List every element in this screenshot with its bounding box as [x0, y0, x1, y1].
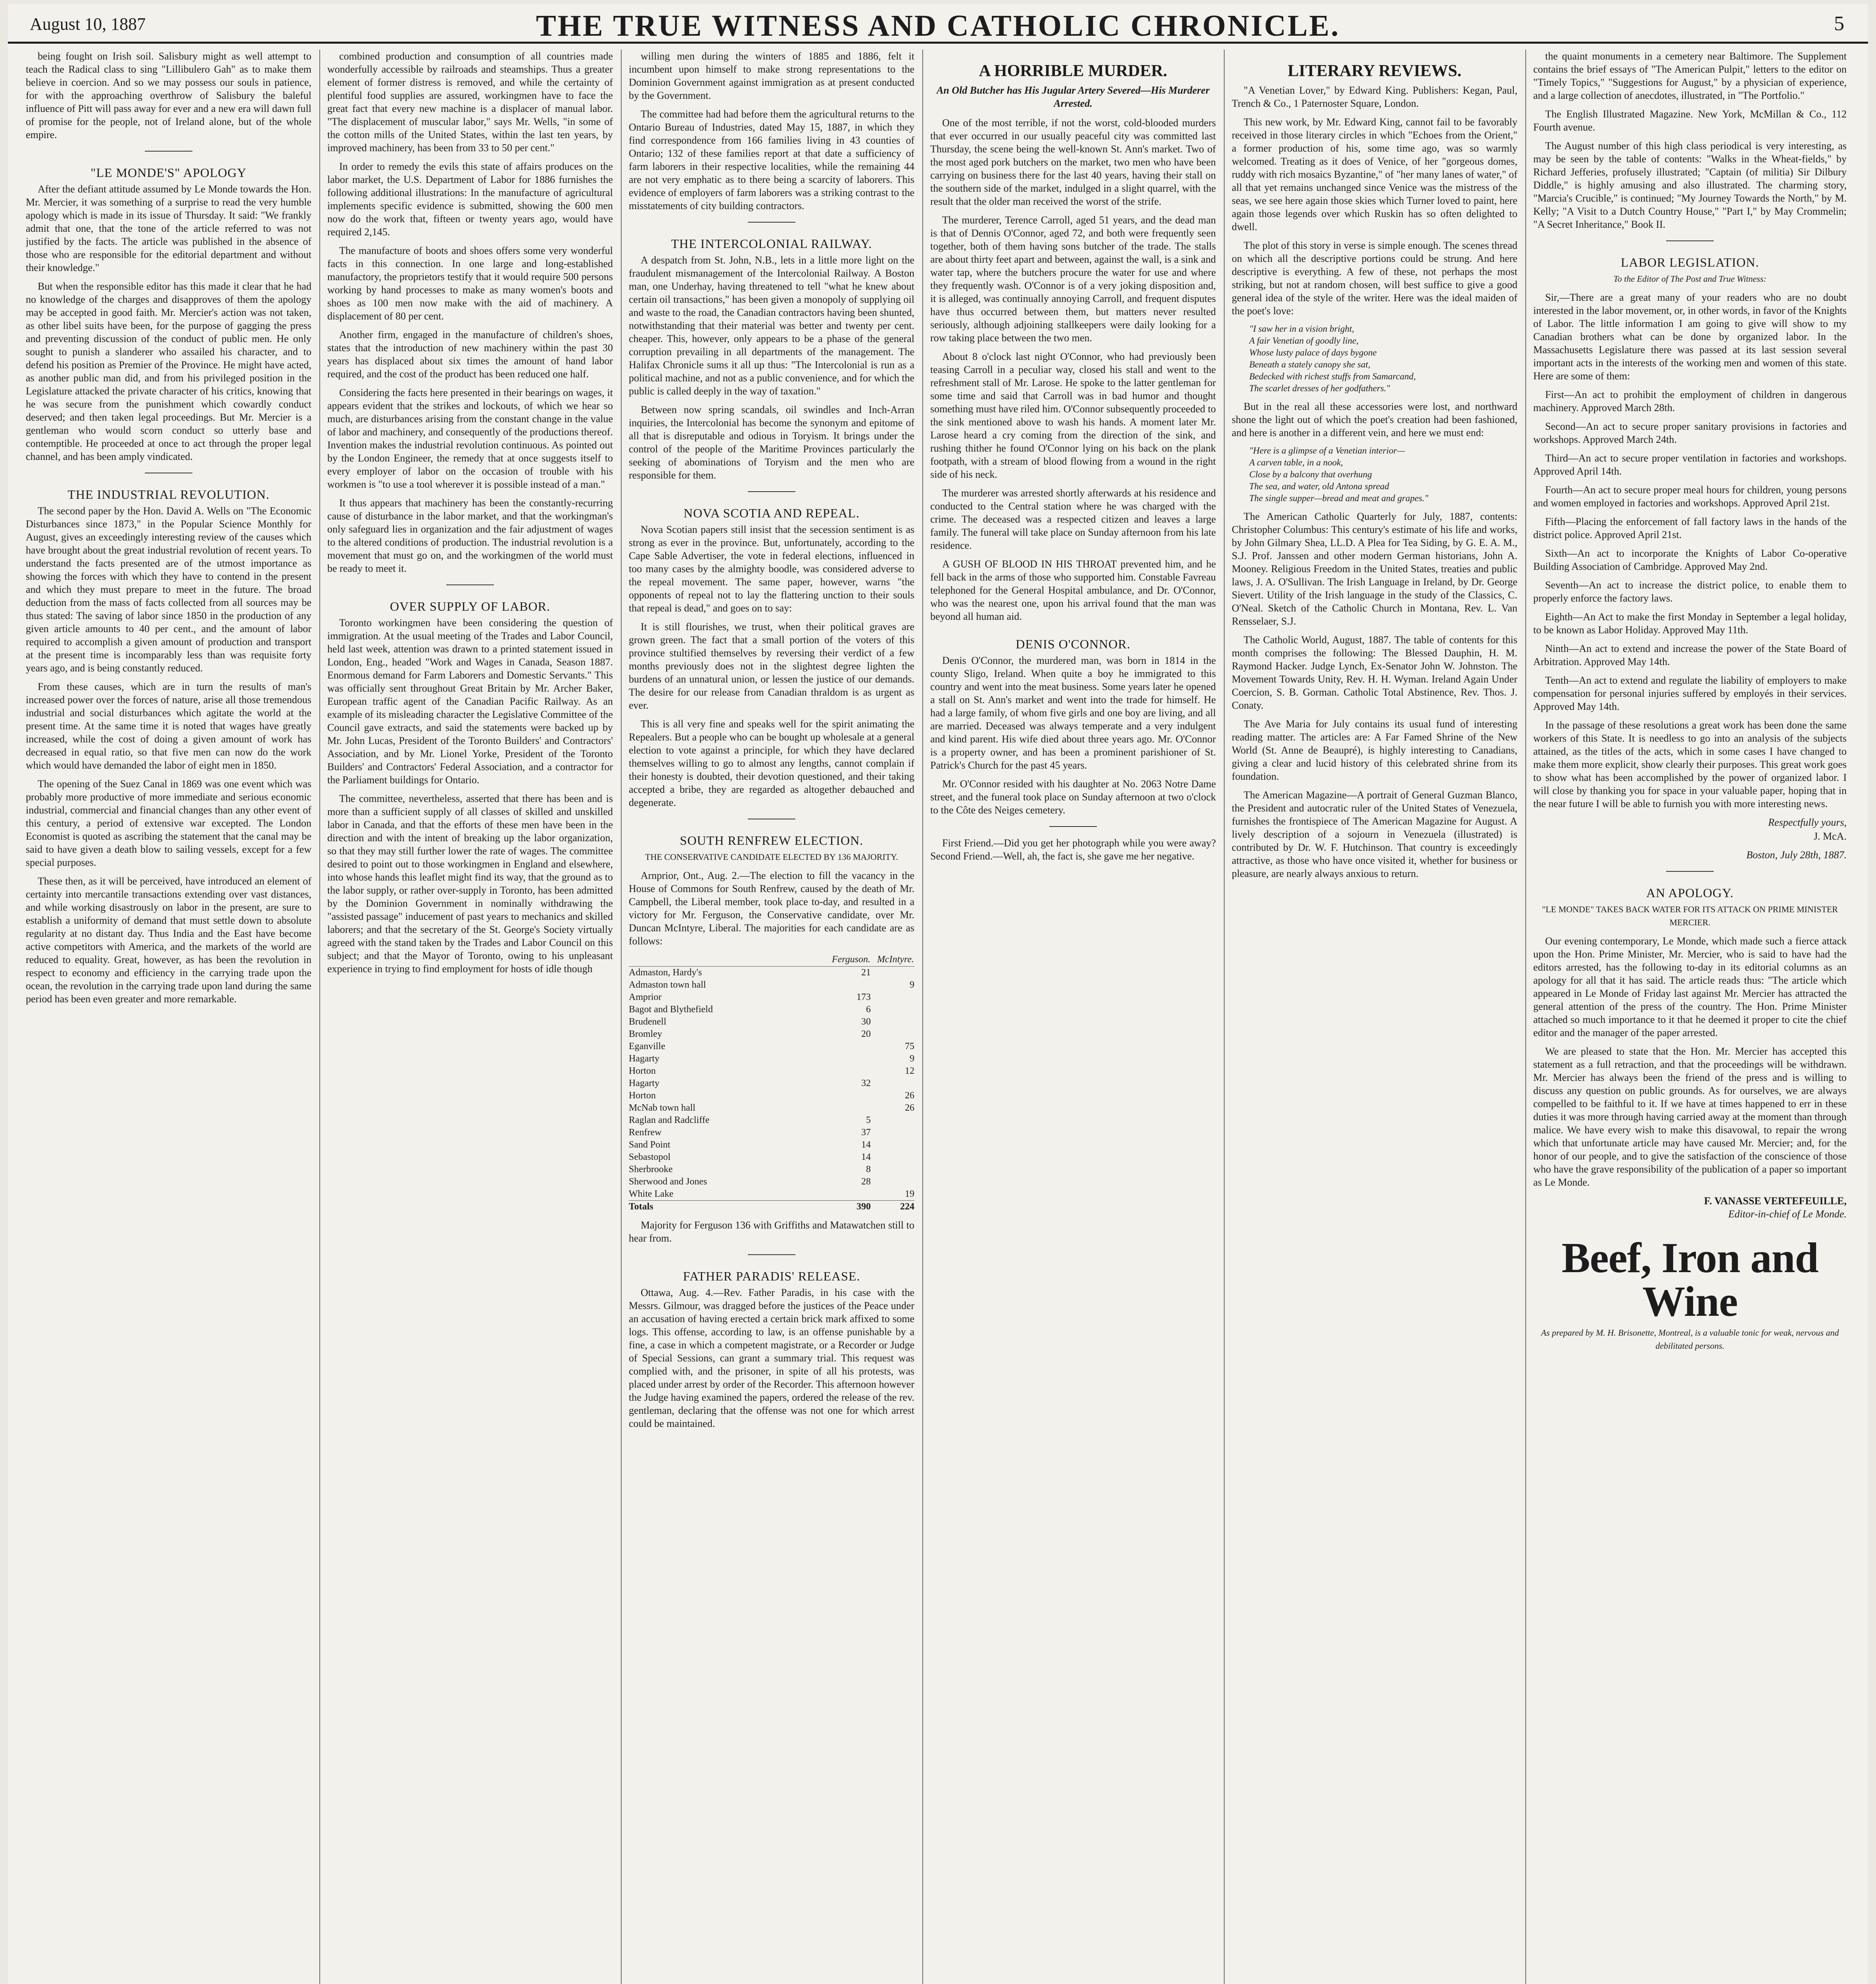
page-number: 5 — [1834, 12, 1844, 35]
poll-place: Admaston town hall — [629, 980, 706, 990]
poll-row — [629, 1065, 914, 1077]
apology-subheadline: "LE MONDE" TAKES BACK WATER FOR ITS ATTACK ON PRIME MINISTER MERCIER. — [1542, 904, 1838, 927]
verse-line: Bedecked with richest stuffs from Samarcand, — [1249, 371, 1416, 381]
newspaper-title: THE TRUE WITNESS AND CATHOLIC CHRONICLE. — [536, 9, 1340, 42]
revolution-paragraph: These then, as it will be perceived, have introduced an element of certainty into mercantile transactions extending over vast distances, and while working disastrously on labor in the present, are sure to establish a uniformity of demand that must settle down to absolute regularity at no distant day. Thus India and the East have become active competitors with America, and the markets of the world are reduced to equality. Great, however, as has been the revolution in respect to economy and efficiency in the carrying trade upon the ocean, the revolution in the carrying trade upon land during the same period has been even greater and more remarkable. — [26, 875, 311, 1005]
poll-mcintyre: 26 — [905, 1103, 914, 1113]
verse-line: Close by a balcony that overhung — [1249, 469, 1372, 479]
poll-ferguson — [827, 979, 871, 991]
poll-place: Renfrew — [629, 1127, 662, 1138]
poll-mcintyre — [871, 1077, 914, 1090]
review-paragraph: The English Illustrated Magazine. New York, McMillan & Co., 112 Fourth avenue. — [1533, 108, 1847, 133]
apology-headline: AN APOLOGY. — [1646, 886, 1734, 900]
apology-affiliation: Editor-in-chief of Le Monde. — [1728, 1208, 1847, 1220]
labor-act: Sixth—An act to incorporate the Knights of Labor Co-operative Building Association of Cambridge. Approved May 2nd. — [1533, 548, 1847, 572]
poll-row — [629, 1053, 914, 1065]
poll-total-row — [629, 1201, 914, 1213]
obituary-headline: DENIS O'CONNOR. — [1016, 637, 1131, 651]
apology-paragraph: Our evening contemporary, Le Monde, which made such a fierce attack upon the Hon. Prime Minister, Mr. Mercier, who is said to have had the editors arrested, has the following to-day in its editorial columns as an apology for all that it has said. The article reads thus: "The article which appeared in Le Monde of Friday last against Mr. Mercier has attracted the general attention of the press of the country. The Hon. Prime Minister attached so much importance to it that he deemed it proper to cite the chief editor and the manager of the paper arrested. — [1533, 935, 1847, 1038]
divider — [1666, 240, 1714, 241]
poll-mcintyre: 9 — [910, 980, 914, 990]
poll-ferguson: 5 — [866, 1115, 871, 1125]
review-paragraph: The American Magazine—A portrait of General Guzman Blanco, the President and autocratic ruler of the United States of Venezuela, furnishes the frontispiece of The American Magazine for August. A lively description of a sojourn in Venezuela (illustrated) is contributed by Dr. W. F. Hutchinson. That country is exceedingly attractive, as those who have once visited it, whether for business or pleasure, are nearly always anxious to return. — [1232, 789, 1517, 879]
apology-signature: F. VANASSE VERTEFEUILLE, — [1704, 1195, 1847, 1207]
poll-mcintyre — [871, 991, 914, 1004]
labor-act: First—An act to prohibit the employment of children in dangerous machinery. Approved March 28th. — [1533, 389, 1847, 413]
review-paragraph: "A Venetian Lover," by Edward King. Publishers: Kegan, Paul, Trench & Co., 1 Paternoster Square, London. — [1232, 85, 1517, 109]
poll-ferguson: 173 — [856, 992, 871, 1002]
column-2 — [327, 50, 613, 1984]
review-paragraph: The American Catholic Quarterly for July, 1887, contents: Christopher Columbus: This century's estimate of his life and works, by John Gilmary Shea, LL.D. A Plea for Tea Siding, by G. E. A. M., S.J. Prof. Janssen and other modern German historians, John A. Mooney. Religious Freedom in the United States, treaties and public laws, J. A. O'Sullivan. The Irish Language in Ireland, by Dr. George Sievert. Utility of the Irish language in the study of the Classics, C. O'Neal. Sketch of the Catholic Church in Montana, Rev. L. Van Rensselaer, S.J. — [1232, 511, 1517, 627]
poll-place: Horton — [629, 1090, 656, 1101]
apology-paragraph: But when the responsible editor has this made it clear that he had no knowledge of the charges and disapproves of them the apology may be accepted in good faith. Mr. Mercier's action was not taken, as other libel suits have been, for the purpose of gagging the press and preventing discussion of the conduct of public men. He only sought to punish a slanderer who assailed his character, and to defend his position as Premier of the Province. He might have acted, as another public man did, and from his privileged position in the Legislature attacked the private character of his critics, knowing that he was secure from the punishment which cowardly conduct deserved; and then taken legal proceedings. But Mr. Mercier is a gentleman who would scorn conduct so utterly base and contemptible. He proceeded at once to act through the proper legal channel, and has been amply vindicated. — [26, 281, 311, 462]
poll-ferguson — [827, 1065, 871, 1077]
poll-total-ferguson: 390 — [827, 1201, 871, 1213]
repeal-paragraph: This is all very fine and speaks well for the spirit animating the Repealers. But a people who can be bought up wholesale at a general election to vote against a principle, for which they have declared themselves willing to go to almost any lengths, cannot complain if their honesty is doubted, their devotion questioned, and their taking accepted a bribe, they are regarded as altogether debauched and degenerate. — [629, 718, 914, 808]
verse-line: The sea, and water, old Antona spread — [1249, 481, 1389, 491]
issue-date: August 10, 1887 — [30, 14, 146, 34]
poll-mcintyre — [871, 1151, 914, 1163]
poll-row — [629, 1114, 914, 1127]
supply-paragraph: The committee had had before them the agricultural returns to the Ontario Bureau of Industries, dated May 15, 1887, in which they find correspondence from 166 families living in 43 counties of Ontario; 132 of these families report at that date a sufficiency of farm laborers in their respective localities, while the remaining 44 are not very emphatic as to there being a scarcity of laborers. This evidence of employers of farm laborers was a striking contrast to the misstatements of city building contractors. — [629, 108, 914, 211]
divider — [446, 584, 494, 585]
poll-mcintyre: 75 — [905, 1041, 914, 1052]
apology-paragraph: We are pleased to state that the Hon. Mr. Mercier has accepted this statement as a full retraction, and that the proceedings will be withdrawn. Mr. Mercier has always been the friend of the press and is willing to discuss any question on public grounds. As for ourselves, we are always compelled to be faithful to it. If we have at times happened to err in these duties it was more through having carried away at the moment than through malice. We have every wish to make this disavowal, to repair the wrong which that unfortunate article may have caused Mr. Mercier; and, for the honor of our people, and to give the satisfaction of the conscience of those who have the grave responsibility of the publication of a paper so important as Le Monde. — [1533, 1046, 1847, 1188]
masthead — [8, 4, 1868, 44]
poll-row — [629, 1163, 914, 1176]
paradis-headline: FATHER PARADIS' RELEASE. — [683, 1269, 860, 1283]
labor-act: Tenth—An act to extend and regulate the liability of employers to make compensation for personal injuries suffered by employés in their services. Approved May 14th. — [1533, 675, 1847, 712]
poll-place: White Lake — [629, 1189, 674, 1199]
poll-header — [629, 953, 827, 967]
labor-headline: LABOR LEGISLATION. — [1621, 255, 1759, 269]
renfrew-paragraph: Arnprior, Ont., Aug. 2.—The election to fill the vacancy in the House of Commons for South Renfrew, caused by the death of Mr. Campbell, the Liberal member, took place to-day, and resulted in a victory for Mr. Ferguson, the Conservative candidate, over Mr. Duncan McIntyre, Liberal. The majorities for each candidate are as follows: — [629, 870, 914, 947]
review-paragraph: The August number of this high class periodical is very interesting, as may be seen by the table of contents: "Walks in the Wheat-fields," by Richard Jefferies, profusely illustrated; "Captain (of militia) Sir Dilbury Diddle," is highly amusing and also illustrated. The charming story, "Marcia's Crucible," is continued; "My Journey Towards the North," by M. Kelly; "A Visit to a Dutch Country House," "Part I," by May Crommelin; "A Secret Inheritance," Book II. — [1533, 140, 1847, 230]
column-rule — [1224, 50, 1225, 1984]
poll-row — [629, 1139, 914, 1151]
renfrew-paragraph: Majority for Ferguson 136 with Griffiths and Matawatchen still to hear from. — [629, 1219, 914, 1244]
poll-place: Horton — [629, 1066, 656, 1076]
supply-headline: OVER SUPPLY OF LABOR. — [390, 599, 551, 613]
column-1 — [26, 50, 311, 1984]
review-paragraph: The Catholic World, August, 1887. The table of contents for this month comprises the following: The Blessed Dauphin, H. M. Raymond Hacker. Judge Lynch, Ex-Senator John W. Johnston. The Movement Towards Unity, Rev. H. H. Wyman. Ireland Again Under Coercion, S. B. Gorman. Catholic Total Abstinence, Rev. Thos. J. Conaty. — [1232, 634, 1517, 711]
poll-row — [629, 1040, 914, 1053]
murder-paragraph: A GUSH OF BLOOD IN HIS THROAT prevented him, and he fell back in the arms of those who supported him. Constable Favreau telephoned for the General Hospital ambulance, and Dr. O'Connor, who was the nearest one, upon his arrival found that the man was beyond all human aid. — [930, 558, 1216, 622]
verse-line: A fair Venetian of goodly line, — [1249, 336, 1359, 346]
poll-ferguson — [827, 1090, 871, 1102]
poll-place: Hagarty — [629, 1078, 660, 1088]
poll-mcintyre — [871, 1028, 914, 1040]
repeal-paragraph: Nova Scotian papers still insist that the secession sentiment is as strong as ever in the province. But, unfortunately, according to the Cape Sable Advertiser, the vote in federal elections, influenced in too many cases by the almighty boodle, was considered adverse to the repeal movement. The same paper, however, warns "the opponents of repeal not to lay the flattering unction to their souls that repeal is dead," and goes on to say: — [629, 524, 914, 614]
poll-ferguson: 14 — [861, 1140, 871, 1150]
poll-place: Bagot and Blythefield — [629, 1004, 713, 1015]
renfrew-headline: SOUTH RENFREW ELECTION. — [680, 833, 864, 848]
labor-act: Eighth—An Act to make the first Monday in September a legal holiday, to be known as Labor Holiday. Approved May 11th. — [1533, 611, 1847, 636]
revolution-paragraph: The opening of the Suez Canal in 1869 was one event which was probably more productive of more immediate and serious economic industrial, commercial and financial changes than any other event of this century, a period of extensive war excepted. The London Economist is quoted as ascribing the statement that the canal may be said to have given a death blow to sailing vessels, except for a few special purposes. — [26, 778, 311, 868]
poll-row — [629, 1188, 914, 1201]
divider — [145, 151, 192, 152]
poll-mcintyre: 26 — [905, 1090, 914, 1101]
poll-results-table — [629, 953, 914, 1213]
divider — [748, 222, 795, 223]
supply-paragraph: Toronto workingmen have been considering the question of immigration. At the usual meeting of the Trades and Labor Council, held last week, attention was drawn to a printed statement issued in London, Eng., headed "Work and Wages in Canada, Season 1887. Enormous demand for Farm Laborers and Domestic Servants." This was officially sent throughout Great Britain by Mr. Archer Baker, European traffic agent of the Canadian Pacific Railway. As an example of its misleading character the Legislative Committee of the Council gave extracts, and said the statements were backed up by Mr. John Lucas, President of the Toronto Builders' and Contractors' Association, and by Mr. Lionel Yorke, President of the Toronto Builders' and Contractors' Federal Association, and a contractor for the Parliament buildings for Ontario. — [327, 617, 613, 786]
column-6 — [1533, 50, 1847, 1984]
paradis-paragraph: Ottawa, Aug. 4.—Rev. Father Paradis, in his case with the Messrs. Gilmour, was dragged before the justices of the Peace under an accusation of having erected a certain brick mark affixed to some logs. This offense, according to law, is an offense punishable by a fine, a case in which a competent magistrate, or a Recorder or Judge of Special Sessions, can grant a summary trial. This request was complied with, and the prisoner, in spite of all his protests, was placed under arrest by order of the Recorder. This afternoon however the Judge having examined the papers, ordered the release of the rev. gentleman, declaring that the offense was not one for which arrest could be maintained. — [629, 1287, 914, 1429]
poll-place: Brudenell — [629, 1017, 666, 1027]
review-paragraph: The plot of this story in verse is simple enough. The scenes thread on which all the descriptive portions could be strung. And here descriptive is everything. A few of these, not perhaps the most striking, but not at random chosen, will best suffice to give a good general idea of the style of the writer. Here was the ideal maiden of the poet's love: — [1232, 240, 1517, 317]
labor-act: Fifth—Placing the enforcement of fall factory laws in the hands of the district police. Approved April 21st. — [1533, 516, 1847, 540]
poll-ferguson: 8 — [866, 1164, 871, 1175]
poll-header: Ferguson. — [827, 953, 871, 967]
intercolonial-paragraph: A despatch from St. John, N.B., lets in a little more light on the fraudulent mismanagement of the Intercolonial Railway. A Boston man, one Underhay, having threatened to tell "what he knew about certain oil transactions," has been given a monopoly of supplying oil and waste to the road, the Canadian contractors having been shunted, notwithstanding that their material was better and twenty per cent. cheaper. This, however, only appears to be a phase of the general corruption prevailing in all departments of the management. The Halifax Chronicle sums it all up thus: "The Intercolonial is run as a political machine, and not as a public convenience, and for which the public is called deeply in the way of taxation." — [629, 254, 914, 397]
poll-header-row — [629, 953, 914, 967]
obituary-paragraph: Denis O'Connor, the murdered man, was born in 1814 in the county Sligo, Ireland. When quite a boy he immigrated to this country and went into the meat business. Some years later he opened a stall on St. Ann's market and went into the trade for himself. He had a large family, of whom five girls and one boy are living, and all are married. Deceased was always temperate and a very indulgent and kind parent. His wife died about three years ago. Mr. O'Connor is a property owner, and has been a prominent parishioner of St. Patrick's Church for the past 45 years. — [930, 655, 1216, 771]
renfrew-subheadline: THE CONSERVATIVE CANDIDATE ELECTED BY 136 MAJORITY. — [645, 852, 898, 862]
poll-mcintyre: 9 — [910, 1054, 914, 1064]
letter-paragraph: Sir,—There are a great many of your readers who are no doubt interested in the labor movement, or, in other words, in favor of the Knights of Labor. The little information I am going to give will show to my Canadian brothers what can be done by organized labor. In the Massachusetts Legislature there was passed at its last session several important acts in the interests of the working men and women of this state. Here are some of them: — [1533, 292, 1847, 382]
review-paragraph: The Ave Maria for July contains its usual fund of interesting reading matter. The articles are: A Far Famed Shrine of the New World (St. Anne de Beaupré), is highly interesting to Canadians, giving a clear and lucid history of this celebrated shrine from its foundation. — [1232, 718, 1517, 782]
poll-mcintyre — [871, 1176, 914, 1188]
poll-row — [629, 1151, 914, 1163]
poll-place: Sand Point — [629, 1140, 670, 1150]
poll-row — [629, 1077, 914, 1090]
verse-line: A carven table, in a nook, — [1249, 458, 1343, 467]
closing-anecdote: First Friend.—Did you get her photograph while you were away? Second Friend.—Well, ah, the fact is, she gave me her negative. — [930, 837, 1216, 862]
column-rule — [1525, 50, 1526, 1984]
poll-mcintyre — [871, 1127, 914, 1139]
divider — [1666, 871, 1714, 872]
divider — [748, 491, 795, 492]
revolution-paragraph: Another firm, engaged in the manufacture of children's shoes, states that the introduction of new machinery within the past 30 years has displaced about six times the amount of hand labor required, and the cost of the product has been reduced one half. — [327, 329, 613, 380]
labor-act: Seventh—An act to increase the district police, to enable them to properly enforce the factory laws. — [1533, 579, 1847, 604]
poll-place: Sherbrooke — [629, 1164, 673, 1175]
revolution-paragraph: The second paper by the Hon. David A. Wells on "The Economic Disturbances since 1873," in the Popular Science Monthly for August, gives an exceedingly interesting review of the causes which have brought about the great industrial revolution of recent years. To understand the facts presented are of the utmost importance as showing the forces with which they have to contend in the present and which they must prepare to meet in the future. The broad deduction from the mass of facts collected from all sources may be thus stated: The saving of labor since 1850 in the production of any given article amounts to 40 per cent., and the amount of labor required to accomplish a given amount of production and transport at the present time is incomparably less than was requisite forty years ago, and is being constantly reduced. — [26, 505, 311, 674]
revolution-paragraph: combined production and consumption of all countries made wonderfully accessible by railroads and steamships. Thus a greater element of former distress is removed, and while the certainty of plentiful food supplies are assured, workingmen have to face the great fact that every new machine is a displacer of manual labor. "The displacement of muscular labor," says Mr. Wells, "in some of the cotton mills of the United States, within the last ten years, by improved machinery, has been from 33 to 50 per cent." — [327, 50, 613, 154]
poll-place: Sebastopol — [629, 1152, 671, 1162]
labor-act: Ninth—An act to extend and increase the power of the State Board of Arbitration. Approved May 14th. — [1533, 643, 1847, 667]
verse-line: Whose lusty palace of days bygone — [1249, 348, 1377, 358]
poll-mcintyre — [871, 1004, 914, 1016]
revolution-headline: THE INDUSTRIAL REVOLUTION. — [67, 487, 270, 502]
poll-place: Amprior — [629, 992, 662, 1002]
poll-mcintyre — [871, 1163, 914, 1176]
review-paragraph: This new work, by Mr. Edward King, cannot fail to be favorably received in those literary circles in which "Echoes from the Orient," a former production of his, some time ago, was so warmly welcomed. Treating as it does of Venice, of her "gorgeous domes, ruddy with rich mosaics Byzantine," of "her many lanes of water," of all that yet remains unchanged since Venice was the mistress of the seas, we see here again those skies which Turner loved to paint, here again those legends over which Ruskin has so often delighted to dwell. — [1232, 116, 1517, 233]
column-5 — [1232, 50, 1517, 1984]
murder-paragraph: About 8 o'clock last night O'Connor, who had previously been teasing Carroll in a peculiar way, closed his stall and went to the refreshment stall of Mr. Larose. He spoke to the latter gentleman for some time and said that Carroll was in bad humor and thought something must have riled him. O'Connor subsequently proceeded to the sink mentioned above to wash his hands. A moment later Mr. Larose heard a cry coming from the direction of the sink, and rushing thither he found O'Connor lying on his back on the plank footpath, with a stream of blood flowing from a wound in the right side of his neck. — [930, 351, 1216, 480]
letter-salutation: To the Editor of The Post and True Witness: — [1613, 274, 1767, 284]
labor-act: Second—An act to secure proper sanitary provisions in factories and workshops. Approved March 24th. — [1533, 421, 1847, 445]
advertisement-text: As prepared by M. H. Brisonette, Montreal, is a valuable tonic for weak, nervous and debilitated persons. — [1541, 1328, 1839, 1351]
poll-header: McIntyre. — [871, 953, 914, 967]
repeal-headline: NOVA SCOTIA AND REPEAL. — [684, 506, 860, 520]
divider — [1049, 826, 1097, 827]
advertisement — [1533, 1236, 1847, 1352]
murder-paragraph: The murderer was arrested shortly afterwards at his residence and conducted to the Central station where he was charged with the crime. The deceased was a respected citizen and leaves a large family. The funeral will take place on Sunday afternoon from his late residence. — [930, 487, 1216, 551]
poll-ferguson: 20 — [861, 1029, 871, 1039]
obituary-paragraph: Mr. O'Connor resided with his daughter at No. 2063 Notre Dame street, and the funeral took place on Sunday afternoon at two o'clock to the Côte des Neiges cemetery. — [930, 778, 1216, 816]
poll-ferguson — [827, 1040, 871, 1053]
letter-paragraph: In the passage of these resolutions a great work has been done the same workers of this State. It is needless to go into an analysis of the subjects attained, as the titles of the acts, which in some cases I have changed to make them more explicit, show clearly their purposes. This great work goes to show what has been accomplished by the power of organized labor. I will close by thanking you for space in your valuable paper, hoping that in the near future I will be able to furnish you with more interesting news. — [1533, 719, 1847, 809]
poll-ferguson: 14 — [861, 1152, 871, 1162]
column-rule — [319, 50, 320, 1984]
divider — [748, 1254, 795, 1255]
verse-line: Beneath a stately canopy she sat, — [1249, 360, 1371, 369]
revolution-paragraph: In order to remedy the evils this state of affairs produces on the labor market, the U.S. Department of Labor for 1886 furnishes the following additional illustrations: In the manufacture of agricultural implements specific evidence is submitted, showing the 600 men now do the work that, fifteen or twenty years ago, would have required 2,145. — [327, 161, 613, 238]
column-4 — [930, 50, 1216, 1984]
column-3 — [629, 50, 914, 1984]
verse-line: "Here is a glimpse of a Venetian interior— — [1249, 446, 1405, 456]
verse-line: The single supper—bread and meat and grapes." — [1249, 493, 1429, 503]
letter-closing: Respectfully yours, — [1768, 817, 1847, 828]
poll-row — [629, 1004, 914, 1016]
poll-place: Raglan and Radcliffe — [629, 1115, 710, 1125]
poll-ferguson: 32 — [861, 1078, 871, 1088]
poll-row — [629, 1102, 914, 1114]
poll-row — [629, 1016, 914, 1028]
repeal-paragraph: It is still flourishes, we trust, when their political graves are grown green. The fact that a small portion of the voters of this province stultified themselves by reversing their verdict of a few months previously does not in the slightest degree lighten the burdens of an unnatural union, or lessen the justice of our demands. The desire for our release from Canadian thraldom is as urgent as ever. — [629, 621, 914, 711]
verse-line: "I saw her in a vision bright, — [1249, 324, 1354, 334]
poll-mcintyre — [871, 967, 914, 979]
poll-ferguson: 28 — [861, 1177, 871, 1187]
supply-paragraph: willing men during the winters of 1885 and 1886, felt it incumbent upon himself to make strong representations to the Dominion Government against immigration as at present conducted by the Government. — [629, 50, 914, 101]
poll-mcintyre: 19 — [905, 1189, 914, 1199]
poll-body — [629, 967, 914, 1201]
verse-quotation — [1232, 445, 1517, 504]
verse-line: The scarlet dresses of her godfathers." — [1249, 383, 1390, 393]
verse-quotation — [1232, 323, 1517, 394]
poll-place: Eganville — [629, 1041, 665, 1052]
poll-ferguson: 30 — [861, 1017, 871, 1027]
poll-ferguson: 21 — [861, 967, 871, 978]
poll-ferguson — [827, 1188, 871, 1201]
murder-paragraph: The murderer, Terence Carroll, aged 51 years, and the dead man is that of Dennis O'Connor, aged 72, and both were frequently seen together, both of them having sons butcher of the trade. The stalls are about thirty feet apart and between, against the wall, is a sink and water tap, where the butchers procure the water for use and where they frequently wash. O'Connor is of a very joking disposition and, it is alleged, was continually annoying Carroll, and frequent disputes have thus occurred between them, but matters never resulted seriously, although adjoining stallkeepers were daily looking for a row taking place between the two men. — [930, 214, 1216, 344]
newspaper-page — [8, 4, 1868, 1984]
murder-headline: A HORRIBLE MURDER. — [979, 62, 1167, 80]
column-rule — [922, 50, 923, 1984]
poll-ferguson: 37 — [861, 1127, 871, 1138]
poll-place: Admaston, Hardy's — [629, 967, 702, 978]
advertisement-title: Beef, Iron and Wine — [1561, 1234, 1818, 1325]
revolution-paragraph: It thus appears that machinery has been the constantly-recurring cause of disturbance in the labor market, and that the workingman's only safeguard lies in organization and the fair adjustment of wages to the altered conditions of production. The industrial revolution is a movement that must go on, and the workingmen of the world must be ready to meet it. — [327, 497, 613, 574]
labor-act: Third—An act to secure proper ventilation in factories and workshops. Approved April 14th. — [1533, 452, 1847, 477]
letter-dateline: Boston, July 28th, 1887. — [1746, 849, 1847, 861]
poll-place: Sherwood and Jones — [629, 1177, 707, 1187]
murder-subheadline: An Old Butcher has His Jugular Artery Severed—His Murderer Arrested. — [936, 85, 1210, 109]
murder-paragraph: One of the most terrible, if not the worst, cold-blooded murders that ever occurred in our usually peaceful city was committed last Thursday, the scene being the well-known St. Ann's market. Two of the most aged pork butchers on the market, two men who have been carrying on business there for the last 40 years, having their stall on the southern side of the market, indulged in a slight quarrel, with the result that the older man received the worst of the strife. — [930, 117, 1216, 207]
column-rule — [621, 50, 622, 1984]
letter-signature: J. McA. — [1813, 831, 1847, 842]
poll-row — [629, 991, 914, 1004]
poll-place: McNab town hall — [629, 1103, 695, 1113]
apology-paragraph: After the defiant attitude assumed by Le Monde towards the Hon. Mr. Mercier, it was something of a surprise to read the very humble apology which is made in its issue of Thursday. It said: "We frankly admit that one, that the tone of the article referred to was not justified by the facts. The article was published in the absence of those who are responsible for the editorial department and without their knowledge." — [26, 183, 311, 273]
revolution-paragraph: Considering the facts here presented in their bearings on wages, it appears evident that the strikes and lockouts, of which we hear so much, are disturbances arising from the constant change in the value of labor and machinery, and consequently of the productions thereof. Invention makes the industrial revolution continuous. As pointed out by the London Engineer, the remedy that at once suggests itself to every employer of labor on the occasion of trouble with his workmen is "to use a tool wherever it is possible instead of a man." — [327, 387, 613, 490]
poll-ferguson — [827, 1102, 871, 1114]
reviews-headline: LITERARY REVIEWS. — [1287, 62, 1462, 80]
poll-ferguson: 6 — [866, 1004, 871, 1015]
revolution-paragraph: The manufacture of boots and shoes offers some very wonderful facts in this connection. In one large and long-established manufactory, the proprietors testify that it would require 500 persons working by hand processes to make as many women's boots and shoes as 100 men now make with the aid of machinery. A displacement of 80 per cent. — [327, 245, 613, 322]
opening-paragraph: being fought on Irish soil. Salisbury might as well attempt to teach the Radical class to sing "Lillibulero Gah" as to make them believe in coercion. And so we may possess our souls in patience, for with the approaching overthrow of Salisbury the baleful influence of Pitt will pass away for ever and a new era will dawn full of promise for the people, not of Ireland alone, but of the whole empire. — [26, 50, 311, 140]
poll-row — [629, 979, 914, 991]
review-paragraph: the quaint monuments in a cemetery near Baltimore. The Supplement contains the brief essays of "The American Pulpit," letters to the editor on "Timely Topics," "Suggestions for August," by a physician of experience, and a large collection of anecdotes, illustrated, in "The Portfolio." — [1533, 50, 1847, 101]
poll-place: Bromley — [629, 1029, 662, 1039]
intercolonial-paragraph: Between now spring scandals, oil swindles and Inch-Arran inquiries, the Intercolonial has become the synonym and epitome of all that is disreputable and odious in Toryism. It brings under the control of the people of the Maritime Provinces particularly the seeking of abominations of Toryism and the men who are responsible for them. — [629, 404, 914, 481]
supply-paragraph: The committee, nevertheless, asserted that there has been and is more than a sufficient supply of all classes of skilled and unskilled labor in Canada, and that the efforts of these men have been in the direction and with the intent of breaking up the labor organization, so that they may still further lower the rate of wages. The committee desired to point out to those workingmen in England and elsewhere, into whose hands this leaflet might find its way, that the ground as to the labor supply, or rather over-supply in Toronto, has been admitted by the Dominion Government in nominally withdrawing the "assisted passage" inducement of past years to mechanics and skilled laborers; and that the secretary of the St. George's Society virtually agreed with the stand taken by the Trades and Labor Council on this subject; and that the Mayor of Toronto, owing to his unpleasant experience in trying to find employment for hosts of idle though — [327, 793, 613, 975]
poll-mcintyre — [871, 1016, 914, 1028]
poll-mcintyre: 12 — [905, 1066, 914, 1076]
review-paragraph: But in the real all these accessories were lost, and northward shone the light out of which the poet's creation had been fashioned, and here is another in a different vein, and here we must end: — [1232, 401, 1517, 438]
poll-row — [629, 967, 914, 979]
poll-total-label: Totals — [629, 1201, 827, 1213]
poll-mcintyre — [871, 1139, 914, 1151]
poll-row — [629, 1028, 914, 1040]
poll-place: Hagarty — [629, 1054, 660, 1064]
poll-total-mcintyre: 224 — [871, 1201, 914, 1213]
poll-row — [629, 1127, 914, 1139]
intercolonial-headline: THE INTERCOLONIAL RAILWAY. — [671, 236, 872, 251]
poll-row — [629, 1176, 914, 1188]
apology-headline: "LE MONDE'S" APOLOGY — [90, 165, 247, 180]
poll-row — [629, 1090, 914, 1102]
revolution-paragraph: From these causes, which are in turn the results of man's increased power over the forces of nature, arise all those tremendous industrial and social disturbances which agitate the world at the present time. At the same time it is noted that wages have greatly increased, while the cost of doing a given amount of work has decreased in equal ratio, so that five men can now do the work which would have demanded the labor of eight men in 1850. — [26, 681, 311, 771]
poll-mcintyre — [871, 1114, 914, 1127]
labor-act: Fourth—An act to secure proper meal hours for children, young persons and women employed in factories and workshops. Approved April 21st. — [1533, 484, 1847, 509]
poll-ferguson — [827, 1053, 871, 1065]
